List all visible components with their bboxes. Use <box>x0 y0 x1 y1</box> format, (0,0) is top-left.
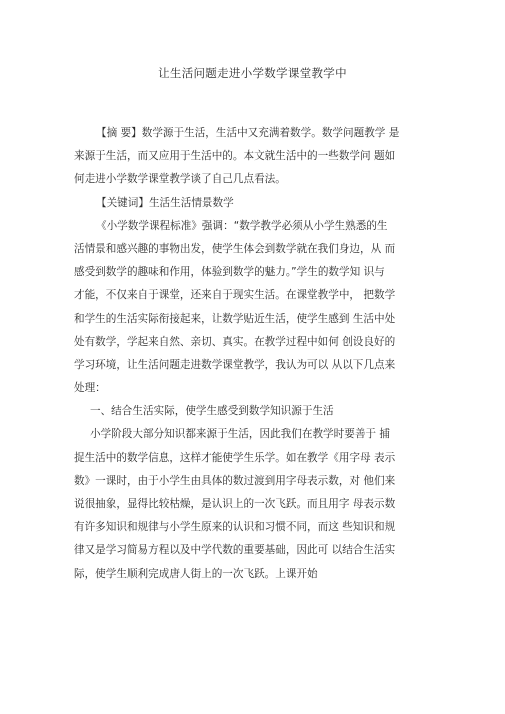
section-line-3: 数》一课时，由于小学生由具体的数过渡到用字母表示数，对 他们来 <box>74 474 396 487</box>
document-title: 让生活问题走进小学数学课堂教学中 <box>158 66 347 80</box>
abstract-line-2: 来源于生活，而又应用于生活中的。本文就生活中的一些数学问 题如 <box>74 150 396 163</box>
section-line-1: 小学阶段大部分知识都来源于生活，因此我们在教学时要善于 捕 <box>90 428 390 441</box>
section-heading-1: 一、结合生活实际，使学生感受到数学知识源于生活 <box>90 405 334 418</box>
paragraph-line-5: 和学生的生活实际衔接起来，让数学贴近生活，使学生感到 生活中处 <box>74 312 396 325</box>
paragraph-line-7: 学习环境，让生活问题走进数学课堂教学，我认为可以 从以下几点来 <box>74 358 396 371</box>
section-line-5: 有许多知识和规律与小学生原来的认识和习惯不同，而这 些知识和规 <box>74 521 396 534</box>
section-line-4: 说很抽象，显得比较枯燥，是认识上的一次飞跃。而且用字 母表示数 <box>74 498 396 510</box>
section-line-2: 捉生活中的数学信息，这样才能使学生乐学。如在教学《用字母 表示 <box>74 451 396 464</box>
paragraph-line-6: 处有数学，学起来自然、亲切、真实。在教学过程中如何 创设良好的 <box>74 335 396 348</box>
abstract-line-3: 何走进小学数学课堂教学谈了自己几点看法。 <box>74 173 286 186</box>
keywords-line: 【关键词】生活生活情景数学 <box>96 196 234 209</box>
document-body <box>74 122 436 586</box>
section-line-7: 际，使学生顺利完成唐人街上的一次飞跃。上课开始 <box>74 567 318 580</box>
paragraph-line-3: 感受到数学的趣味和作用，体验到数学的魅力。”学生的数学知 识与 <box>74 266 385 279</box>
paragraph-line-4: 才能，不仅来自于课堂，还来自于现实生活。在课堂教学中， 把数学 <box>74 289 396 302</box>
paragraph-line-8: 处理： <box>74 382 106 395</box>
section-line-6: 律又是学习简易方程以及中学代数的重要基础，因此可 以结合生活实 <box>74 544 396 557</box>
paragraph-line-1: 《小学数学课程标准》强调：“数学教学必须从小学生熟悉的生 <box>96 219 388 232</box>
abstract-line-1: 【摘 要】数学源于生活，生活中又充满着数学。数学问题教学 是 <box>96 127 400 139</box>
paragraph-line-2: 活情景和感兴趣的事物出发，使学生体会到数学就在我们身边，从 而 <box>74 242 396 255</box>
